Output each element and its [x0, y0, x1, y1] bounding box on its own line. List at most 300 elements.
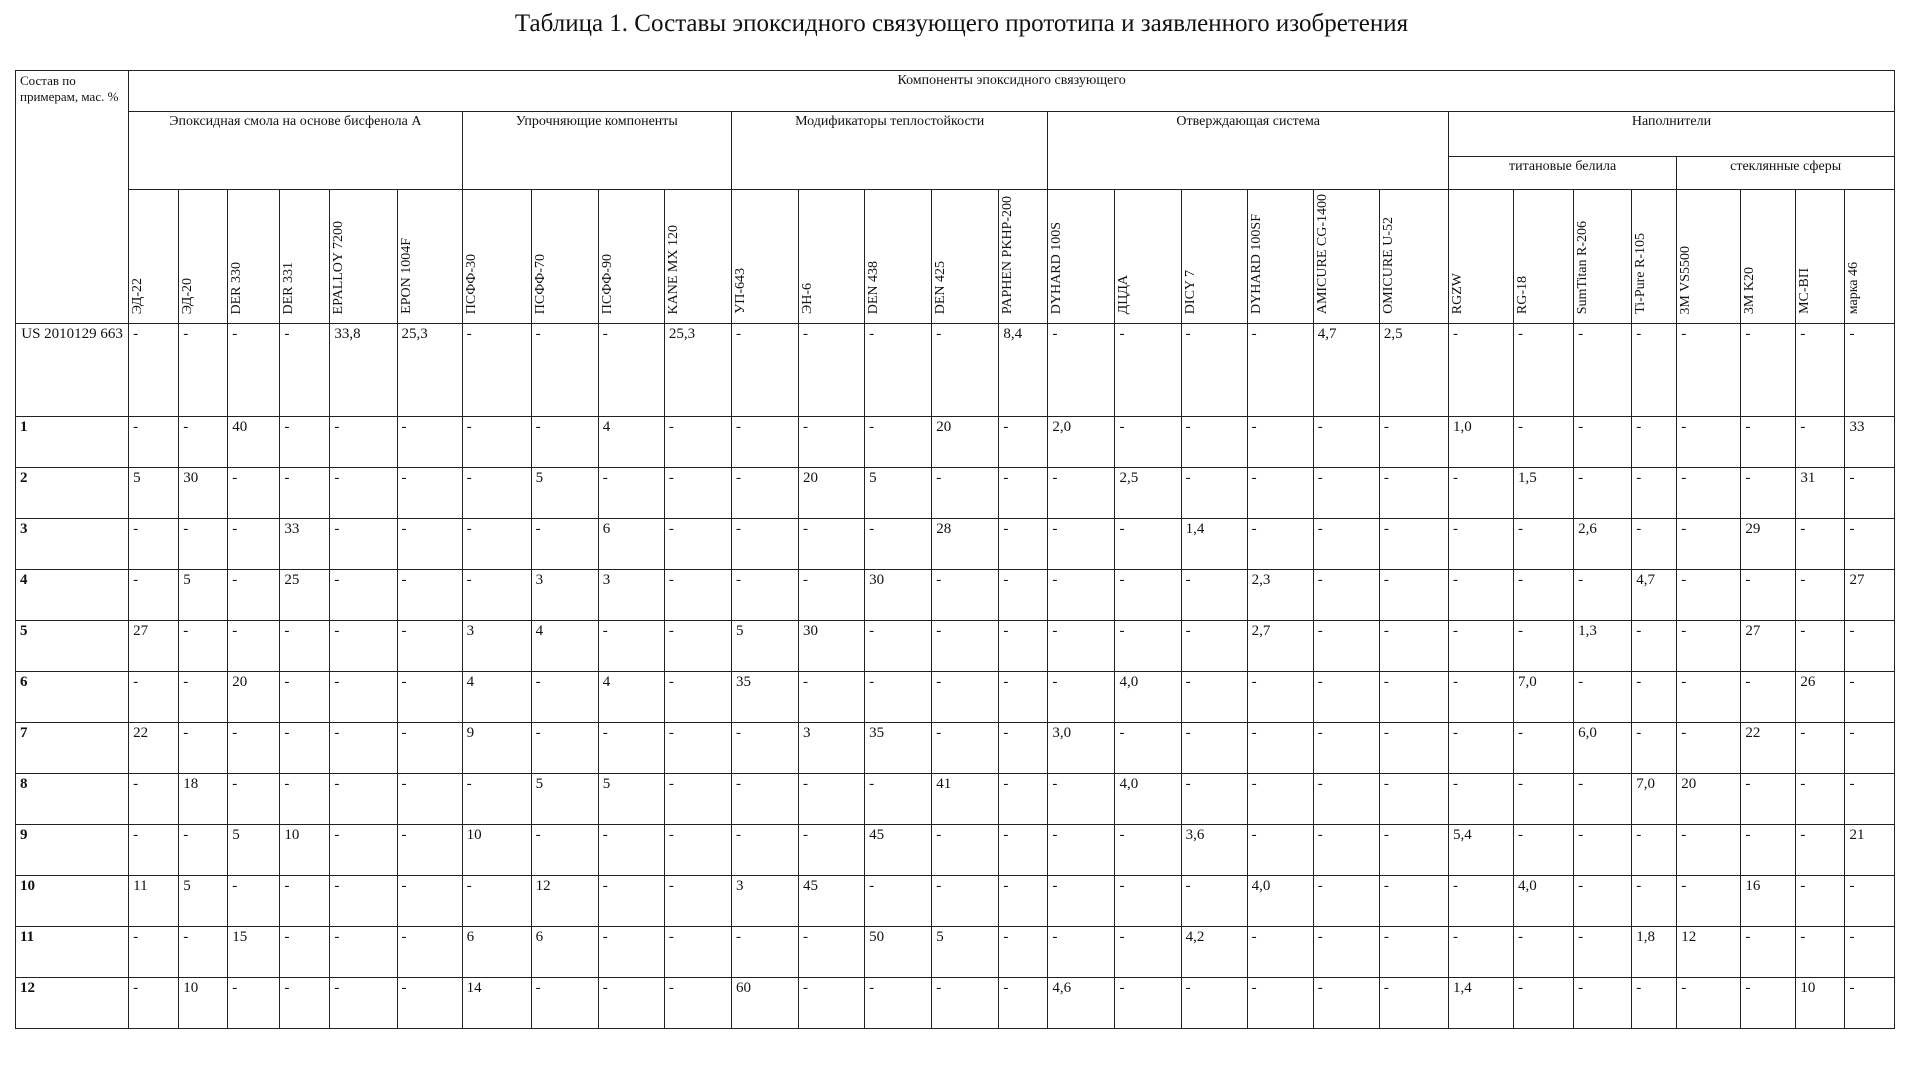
table-cell: 5 — [598, 774, 664, 825]
table-cell: 10 — [179, 978, 228, 1029]
table-cell: - — [531, 723, 598, 774]
table-cell: 20 — [932, 417, 999, 468]
table-cell: 1,4 — [1181, 519, 1247, 570]
table-cell: - — [531, 519, 598, 570]
table-cell: - — [1247, 723, 1313, 774]
table-cell: - — [1741, 324, 1796, 417]
table-cell: - — [228, 621, 280, 672]
table-cell: - — [1313, 519, 1379, 570]
table-cell: 2,7 — [1247, 621, 1313, 672]
table-cell: 3 — [531, 570, 598, 621]
table-cell: 7,0 — [1632, 774, 1677, 825]
table-cell: - — [598, 927, 664, 978]
table-cell: - — [1247, 774, 1313, 825]
table-cell: - — [865, 324, 932, 417]
table-cell: - — [664, 417, 731, 468]
table-cell: 35 — [865, 723, 932, 774]
table-cell: - — [1048, 468, 1115, 519]
table-cell: 1,4 — [1448, 978, 1513, 1029]
column-header-label: Ti-Pure R-105 — [1634, 233, 1648, 314]
table-cell: - — [1247, 825, 1313, 876]
table-cell: 14 — [462, 978, 531, 1029]
table-cell: - — [1741, 672, 1796, 723]
table-cell: - — [397, 519, 462, 570]
table-cell: - — [330, 723, 397, 774]
table-cell: 20 — [228, 672, 280, 723]
table-cell: - — [397, 876, 462, 927]
table-cell: - — [1313, 672, 1379, 723]
table-cell: 6,0 — [1574, 723, 1632, 774]
table-cell: - — [179, 324, 228, 417]
table-cell: - — [799, 774, 865, 825]
table-cell: - — [1574, 672, 1632, 723]
table-cell: - — [799, 672, 865, 723]
table-cell: - — [598, 978, 664, 1029]
table-cell: 1,5 — [1514, 468, 1574, 519]
table-cell: 20 — [799, 468, 865, 519]
column-header-label: EPON 1004F — [400, 238, 414, 314]
group-header: Упрочняющие компоненты — [462, 112, 731, 190]
table-cell: - — [1741, 774, 1796, 825]
table-cell: - — [932, 468, 999, 519]
table-cell: - — [1514, 978, 1574, 1029]
table-cell: - — [1677, 978, 1741, 1029]
table-cell: - — [330, 672, 397, 723]
row-label: 12 — [16, 978, 129, 1029]
table-cell: - — [1379, 468, 1448, 519]
table-cell: 60 — [731, 978, 798, 1029]
table-cell: - — [330, 621, 397, 672]
column-header-label: AMICURE CG-1400 — [1316, 194, 1330, 314]
row-label: 1 — [16, 417, 129, 468]
column-header — [397, 190, 462, 324]
table-cell: - — [1796, 723, 1845, 774]
table-cell: - — [1741, 978, 1796, 1029]
composition-table — [15, 70, 1895, 1029]
table-cell: - — [1574, 825, 1632, 876]
table-cell: 11 — [129, 876, 179, 927]
table-cell: 16 — [1741, 876, 1796, 927]
table-cell: - — [932, 876, 999, 927]
table-cell: - — [598, 825, 664, 876]
table-cell: 8,4 — [999, 324, 1048, 417]
table-cell: - — [1796, 774, 1845, 825]
table-cell: - — [1181, 570, 1247, 621]
table-cell: - — [664, 621, 731, 672]
table-cell: - — [1048, 324, 1115, 417]
column-header-label: ЭД-22 — [131, 278, 145, 314]
table-cell: - — [462, 570, 531, 621]
row-label: 10 — [16, 876, 129, 927]
column-header — [179, 190, 228, 324]
table-cell: - — [1048, 672, 1115, 723]
column-header-label: DYHARD 100SF — [1250, 214, 1264, 314]
table-row — [16, 927, 1895, 978]
table-cell: - — [731, 825, 798, 876]
column-header — [865, 190, 932, 324]
row-label: US 2010129 663 — [16, 324, 129, 417]
column-header — [1379, 190, 1448, 324]
table-cell: - — [598, 324, 664, 417]
table-row — [16, 978, 1895, 1029]
table-cell: 22 — [129, 723, 179, 774]
table-cell: - — [228, 570, 280, 621]
table-cell: - — [999, 570, 1048, 621]
column-header-label: МС-ВП — [1798, 268, 1812, 314]
table-cell: - — [1313, 621, 1379, 672]
table-cell: 45 — [799, 876, 865, 927]
table-cell: 25,3 — [664, 324, 731, 417]
table-cell: - — [330, 876, 397, 927]
table-cell: - — [1632, 672, 1677, 723]
table-cell: - — [865, 519, 932, 570]
table-cell: - — [1448, 519, 1513, 570]
table-cell: 5 — [531, 468, 598, 519]
table-cell: - — [1677, 519, 1741, 570]
table-cell: - — [1574, 774, 1632, 825]
column-header-label: ПСФФ-70 — [534, 254, 548, 314]
table-cell: - — [1632, 417, 1677, 468]
table-cell: - — [462, 774, 531, 825]
table-cell: - — [1313, 774, 1379, 825]
table-cell: - — [1514, 324, 1574, 417]
table-cell: - — [664, 876, 731, 927]
table-cell: - — [1247, 468, 1313, 519]
table-cell: - — [932, 621, 999, 672]
table-cell: - — [1115, 927, 1181, 978]
table-cell: - — [999, 978, 1048, 1029]
table-cell: 29 — [1741, 519, 1796, 570]
table-cell: - — [664, 978, 731, 1029]
table-cell: 2,6 — [1574, 519, 1632, 570]
table-cell: - — [1845, 774, 1895, 825]
column-header — [1048, 190, 1115, 324]
table-cell: - — [1845, 978, 1895, 1029]
table-cell: - — [1677, 723, 1741, 774]
table-cell: - — [462, 468, 531, 519]
table-cell: - — [598, 468, 664, 519]
column-header-label: KANE MX 120 — [667, 225, 681, 314]
table-cell: - — [1845, 723, 1895, 774]
table-cell: - — [1313, 570, 1379, 621]
table-row — [16, 774, 1895, 825]
table-cell: - — [865, 417, 932, 468]
table-cell: - — [179, 927, 228, 978]
table-cell: - — [1181, 468, 1247, 519]
table-cell: - — [1048, 927, 1115, 978]
table-cell: 10 — [462, 825, 531, 876]
table-cell: - — [1181, 324, 1247, 417]
table-cell: 4 — [462, 672, 531, 723]
table-cell: - — [731, 774, 798, 825]
table-cell: - — [397, 978, 462, 1029]
table-cell: - — [999, 723, 1048, 774]
table-cell: - — [280, 723, 330, 774]
table-cell: - — [280, 978, 330, 1029]
components-header: Компоненты эпоксидного связующего — [129, 71, 1895, 112]
table-cell: - — [129, 324, 179, 417]
column-header — [1247, 190, 1313, 324]
column-header-label: OMICURE U-52 — [1382, 217, 1396, 314]
table-cell: - — [1048, 825, 1115, 876]
table-cell: - — [1379, 723, 1448, 774]
column-header-label: RGZW — [1451, 273, 1465, 314]
table-cell: - — [1845, 468, 1895, 519]
table-cell: - — [129, 927, 179, 978]
table-cell: - — [664, 519, 731, 570]
table-cell: - — [1845, 324, 1895, 417]
table-cell: - — [1514, 825, 1574, 876]
table-cell: - — [1448, 927, 1513, 978]
table-row — [16, 519, 1895, 570]
row-label: 8 — [16, 774, 129, 825]
table-cell: - — [1448, 672, 1513, 723]
table-cell: - — [932, 570, 999, 621]
table-cell: - — [731, 570, 798, 621]
column-header — [1845, 190, 1895, 324]
table-cell: - — [397, 927, 462, 978]
table-cell: - — [531, 978, 598, 1029]
table-cell: - — [1632, 468, 1677, 519]
table-cell: - — [330, 468, 397, 519]
table-cell: - — [1574, 324, 1632, 417]
subgroup-header: титановые белила — [1448, 157, 1676, 190]
row-label: 9 — [16, 825, 129, 876]
table-row — [16, 621, 1895, 672]
table-cell: - — [1632, 621, 1677, 672]
table-cell: 3 — [799, 723, 865, 774]
table-cell: - — [799, 927, 865, 978]
subgroup-header: стеклянные сферы — [1677, 157, 1895, 190]
column-header — [330, 190, 397, 324]
table-cell: - — [1796, 927, 1845, 978]
row-label: 2 — [16, 468, 129, 519]
table-cell: - — [330, 978, 397, 1029]
corner-header: Состав по примерам, мас. % — [16, 71, 129, 324]
table-cell: - — [1448, 621, 1513, 672]
table-cell: 4,7 — [1313, 324, 1379, 417]
table-cell: - — [1313, 927, 1379, 978]
table-cell: - — [1115, 978, 1181, 1029]
table-cell: 25 — [280, 570, 330, 621]
table-cell: 27 — [1741, 621, 1796, 672]
table-cell: 50 — [865, 927, 932, 978]
table-cell: 4,7 — [1632, 570, 1677, 621]
table-cell: - — [799, 417, 865, 468]
table-cell: - — [1313, 825, 1379, 876]
table-cell: - — [1379, 672, 1448, 723]
table-cell: 33 — [280, 519, 330, 570]
table-cell: - — [1677, 876, 1741, 927]
table-cell: - — [1115, 621, 1181, 672]
column-header — [1796, 190, 1845, 324]
table-cell: 4 — [598, 417, 664, 468]
table-cell: - — [1313, 417, 1379, 468]
table-cell: 35 — [731, 672, 798, 723]
table-cell: - — [1514, 570, 1574, 621]
table-row — [16, 570, 1895, 621]
table-cell: - — [129, 672, 179, 723]
column-header-label: УП-643 — [734, 268, 748, 314]
table-cell: - — [1313, 723, 1379, 774]
table-cell: 12 — [531, 876, 598, 927]
table-cell: - — [1448, 324, 1513, 417]
table-cell: - — [1379, 825, 1448, 876]
table-cell: - — [1448, 570, 1513, 621]
table-cell: - — [664, 672, 731, 723]
table-cell: 2,0 — [1048, 417, 1115, 468]
table-cell: - — [1247, 324, 1313, 417]
table-cell: - — [1379, 876, 1448, 927]
table-cell: - — [1379, 621, 1448, 672]
table-cell: - — [1379, 417, 1448, 468]
table-cell: - — [1514, 774, 1574, 825]
table-cell: 6 — [531, 927, 598, 978]
table-cell: - — [1048, 876, 1115, 927]
table-cell: - — [999, 519, 1048, 570]
table-cell: 22 — [1741, 723, 1796, 774]
table-cell: 4,6 — [1048, 978, 1115, 1029]
table-cell: 3 — [731, 876, 798, 927]
table-cell: - — [280, 621, 330, 672]
table-cell: - — [598, 621, 664, 672]
table-row — [16, 825, 1895, 876]
table-cell: 30 — [799, 621, 865, 672]
column-header — [228, 190, 280, 324]
table-cell: - — [1677, 468, 1741, 519]
table-cell: 1,3 — [1574, 621, 1632, 672]
column-header-label: DICY 7 — [1184, 270, 1198, 314]
table-cell: 4,0 — [1115, 774, 1181, 825]
table-cell: - — [1115, 876, 1181, 927]
table-cell: - — [330, 570, 397, 621]
table-cell: - — [1313, 876, 1379, 927]
table-cell: 1,0 — [1448, 417, 1513, 468]
table-row — [16, 672, 1895, 723]
table-cell: - — [731, 723, 798, 774]
column-header-label: ДЦДА — [1117, 275, 1131, 314]
column-header — [664, 190, 731, 324]
table-cell: - — [1181, 876, 1247, 927]
table-cell: 2,5 — [1379, 324, 1448, 417]
table-cell: - — [1845, 927, 1895, 978]
column-header-label: 3M VS5500 — [1679, 246, 1693, 315]
table-cell: - — [1181, 774, 1247, 825]
table-cell: 30 — [865, 570, 932, 621]
table-cell: 4,0 — [1514, 876, 1574, 927]
table-cell: 4 — [598, 672, 664, 723]
table-cell: - — [1632, 876, 1677, 927]
table-cell: - — [1313, 978, 1379, 1029]
column-header — [1574, 190, 1632, 324]
table-cell: - — [999, 672, 1048, 723]
table-cell: 5 — [228, 825, 280, 876]
table-cell: - — [1677, 825, 1741, 876]
column-header — [799, 190, 865, 324]
column-header-label: RG-18 — [1516, 276, 1530, 314]
table-cell: - — [228, 324, 280, 417]
table-cell: - — [179, 672, 228, 723]
table-cell: - — [129, 570, 179, 621]
table-cell: - — [179, 825, 228, 876]
column-header-label: DYHARD 100S — [1050, 222, 1064, 314]
table-cell: - — [1845, 519, 1895, 570]
table-cell: 30 — [179, 468, 228, 519]
table-cell: - — [999, 927, 1048, 978]
table-cell: 5,4 — [1448, 825, 1513, 876]
table-cell: - — [731, 324, 798, 417]
table-cell: - — [462, 324, 531, 417]
table-cell: 5 — [932, 927, 999, 978]
table-cell: - — [932, 723, 999, 774]
table-cell: - — [1574, 978, 1632, 1029]
table-cell: - — [1677, 417, 1741, 468]
table-cell: 41 — [932, 774, 999, 825]
table-cell: - — [1379, 927, 1448, 978]
table-cell: 4,0 — [1115, 672, 1181, 723]
table-cell: - — [129, 825, 179, 876]
table-cell: - — [1741, 927, 1796, 978]
table-cell: 5 — [731, 621, 798, 672]
table-cell: 4,2 — [1181, 927, 1247, 978]
table-cell: - — [1574, 468, 1632, 519]
table-cell: - — [397, 672, 462, 723]
table-cell: 1,8 — [1632, 927, 1677, 978]
column-header — [129, 190, 179, 324]
table-cell: - — [531, 324, 598, 417]
table-cell: 6 — [598, 519, 664, 570]
table-cell: - — [1741, 570, 1796, 621]
table-cell: - — [1247, 672, 1313, 723]
table-cell: - — [179, 723, 228, 774]
table-cell: - — [1632, 324, 1677, 417]
table-cell: - — [664, 825, 731, 876]
table-cell: - — [1181, 978, 1247, 1029]
table-cell: - — [598, 876, 664, 927]
table-cell: - — [280, 774, 330, 825]
table-cell: - — [397, 417, 462, 468]
table-row — [16, 324, 1895, 417]
table-cell: - — [1796, 570, 1845, 621]
table-cell: 3,0 — [1048, 723, 1115, 774]
table-cell: - — [397, 774, 462, 825]
table-cell: - — [228, 723, 280, 774]
table-cell: - — [1115, 324, 1181, 417]
group-header: Наполнители — [1448, 112, 1894, 157]
table-cell: 26 — [1796, 672, 1845, 723]
table-cell: - — [1741, 825, 1796, 876]
table-cell: - — [865, 978, 932, 1029]
column-header — [598, 190, 664, 324]
table-cell: - — [1247, 417, 1313, 468]
table-cell: - — [228, 978, 280, 1029]
column-header-label: 3M K20 — [1743, 267, 1757, 314]
table-row — [16, 723, 1895, 774]
table-cell: - — [280, 468, 330, 519]
table-cell: 4,0 — [1247, 876, 1313, 927]
table-cell: - — [397, 621, 462, 672]
table-cell: - — [280, 927, 330, 978]
column-header-label: ЭН-6 — [801, 283, 815, 314]
table-cell: 10 — [280, 825, 330, 876]
table-cell: - — [865, 672, 932, 723]
table-cell: - — [664, 468, 731, 519]
table-cell: - — [462, 417, 531, 468]
table-cell: - — [1845, 876, 1895, 927]
table-cell: - — [1448, 774, 1513, 825]
column-header-label: DER 330 — [230, 262, 244, 315]
column-header — [932, 190, 999, 324]
